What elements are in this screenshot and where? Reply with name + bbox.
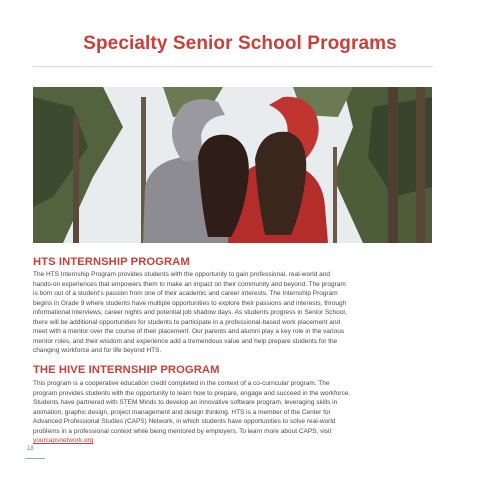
body-line: meet with a mentor over the course of their placement. Our parents and alumni play a key role in the various: [33, 328, 345, 336]
page-number-rule: [25, 458, 45, 459]
body-line: This program is a cooperative education credit completed in the context of a co-curricular program. The: [33, 380, 330, 387]
body-line: changing workforce and for life beyond HTS.: [33, 347, 162, 355]
hive-section-heading: THE HIVE INTERNSHIP PROGRAM: [33, 364, 220, 376]
body-line: animation, graphic design, project management and design thinking. HTS is a member of the Center for: [33, 408, 331, 416]
body-line: is born out of a student’s passion from one of their academic and career interests. The Internship Program: [33, 290, 338, 298]
body-line: problems in a professional context while being mentored by employers. To learn more about CAPS, visit: [33, 427, 332, 435]
title-divider: [33, 66, 433, 67]
students-heart-photo: [33, 87, 432, 243]
body-line: mentor roles, and their wisdom and experience add a tremendous value and help prepare students for the: [33, 337, 338, 345]
hive-section-body: [33, 379, 433, 446]
body-line: Advanced Professional Studies (CAPS) Network, in which students have opportunities to solve real-world: [33, 418, 336, 426]
body-line: informational interviews, career nights and potential job shadow days. As students progress in Senior School,: [33, 309, 347, 317]
page-number: 18: [27, 446, 34, 452]
hero-photo: [33, 87, 432, 243]
caps-network-link[interactable]: yourcapsnetwork.org: [33, 437, 94, 445]
page-title: Specialty Senior School Programs: [83, 33, 397, 54]
body-line: there will be additional opportunities for students to participate in a professional-based work placement and: [33, 318, 341, 326]
body-line: The HTS Internship Program provides students with the opportunity to gain professional, real-world and: [33, 271, 330, 278]
hts-section-heading: HTS INTERNSHIP PROGRAM: [33, 256, 190, 268]
body-line: begins in Grade 9 where students have multiple opportunities to explore their passions and interests, through: [33, 299, 347, 307]
body-line: program provides students with the opportunity to learn how to prepare, engage and succeed in the workforce.: [33, 389, 351, 397]
hts-section-body: [33, 270, 433, 356]
body-line: hands-on experiences that empowers them to make an impact on their community and beyond. The program: [33, 280, 346, 288]
body-line: Students have partnered with STEM Minds to develop an innovative software program, leveraging skills in: [33, 399, 338, 407]
